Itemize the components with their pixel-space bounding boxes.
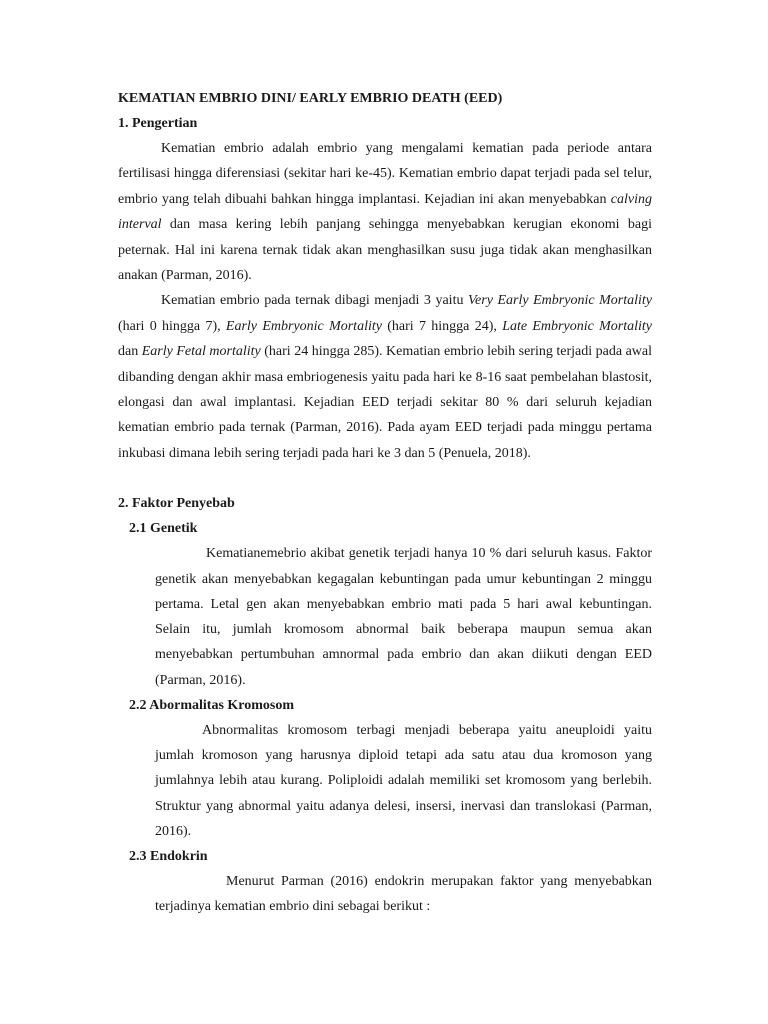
- subsection-kromosom: [155, 718, 652, 844]
- paragraph-kromosom: Abnormalitas kromosom terbagi menjadi beberapa yaitu aneuploidi yaitu jumlah kromoson yang harusnya diploid tetapi ada satu atau dua kromoson yang jumlahnya lebih atau kurang. Poliploidi adalah memiliki set kromosom yang berlebih. Struktur yang abnormal yaitu adanya delesi, insersi, inervasi dan translokasi (Parman, 2016).: [155, 722, 652, 839]
- subsection-heading-genetik: 2.1 Genetik: [129, 521, 198, 537]
- subsection-genetik: [155, 541, 652, 692]
- text-run: dan masa kering lebih panjang sehingga menyebabkan kerugian ekonomi bagi peternak. Hal ini karena ternak tidak akan menghasilkan susu juga tidak akan menghasilkan anakan (Parman, 2016).: [118, 217, 652, 284]
- paragraph-genetik: Kematianemebrio akibat genetik terjadi hanya 10 % dari seluruh kasus. Faktor genetik akan menyebabkan kegagalan kebuntingan pada umur kebuntingan 2 minggu pertama. Letal gen akan menyebabkan embrio mati pada 5 hari awal kebuntingan. Selain itu, jumlah kromosom abnormal baik beberapa maupun semua akan menyebabkan pertumbuhan amnormal pada embrio dan akan diikuti dengan EED (Parman, 2016).: [155, 546, 652, 688]
- italic-term: Very Early Embryonic Mortality: [468, 293, 652, 309]
- text-run: Kematian embrio pada ternak dibagi menjadi 3 yaitu: [161, 293, 469, 309]
- subsection-endokrin: [155, 869, 652, 919]
- subsection-heading-endokrin: 2.3 Endokrin: [129, 848, 208, 864]
- document-body: [118, 86, 652, 920]
- text-run: dan: [118, 344, 142, 360]
- paragraph-pengertian-2: [118, 288, 652, 466]
- document-title: KEMATIAN EMBRIO DINI/ EARLY EMBRIO DEATH (EED): [118, 91, 503, 106]
- italic-term: Late Embryonic Mortality: [502, 318, 652, 334]
- text-run: (hari 24 hingga 285). Kematian embrio lebih sering terjadi pada awal dibanding dengan akhir masa embriogenesis yaitu pada hari ke 8-16 saat pembelahan blastosit, elongasi dan awal implantasi. Kejadian EED terjadi sekitar 80 % dari seluruh kejadian kematian embrio pada ternak (Parman, 2016). Pada ayam EED terjadi pada minggu pertama inkubasi dimana lebih sering terjadi pada hari ke 3 dan 5 (Penuela, 2018).: [118, 344, 653, 461]
- paragraph-endokrin: Menurut Parman (2016) endokrin merupakan faktor yang menyebabkan terjadinya kematian embrio dini sebagai berikut :: [155, 874, 652, 915]
- blank-line: [118, 466, 652, 491]
- text-run: (hari 0 hingga 7),: [118, 318, 226, 334]
- text-run: Kematian embrio adalah embrio yang mengalami kematian pada periode antara fertilisasi hingga diferensiasi (sekitar hari ke-45). Kematian embrio dapat terjadi pada sel telur, embrio yang telah dibuahi bahkan hingga implantasi. Kejadian ini akan menyebabkan: [118, 141, 652, 207]
- section-heading-pengertian: 1. Pengertian: [118, 116, 198, 131]
- section-heading-faktor-penyebab: 2. Faktor Penyebab: [118, 496, 235, 512]
- italic-term: calving interval: [118, 191, 652, 233]
- text-run: (hari 7 hingga 24),: [381, 318, 503, 334]
- italic-term: Early Embryonic Mortality: [225, 318, 382, 334]
- italic-term: Early Fetal mortality: [141, 344, 261, 360]
- subsection-heading-kromosom: 2.2 Abormalitas Kromosom: [129, 697, 295, 713]
- paragraph-pengertian-1: [118, 136, 652, 288]
